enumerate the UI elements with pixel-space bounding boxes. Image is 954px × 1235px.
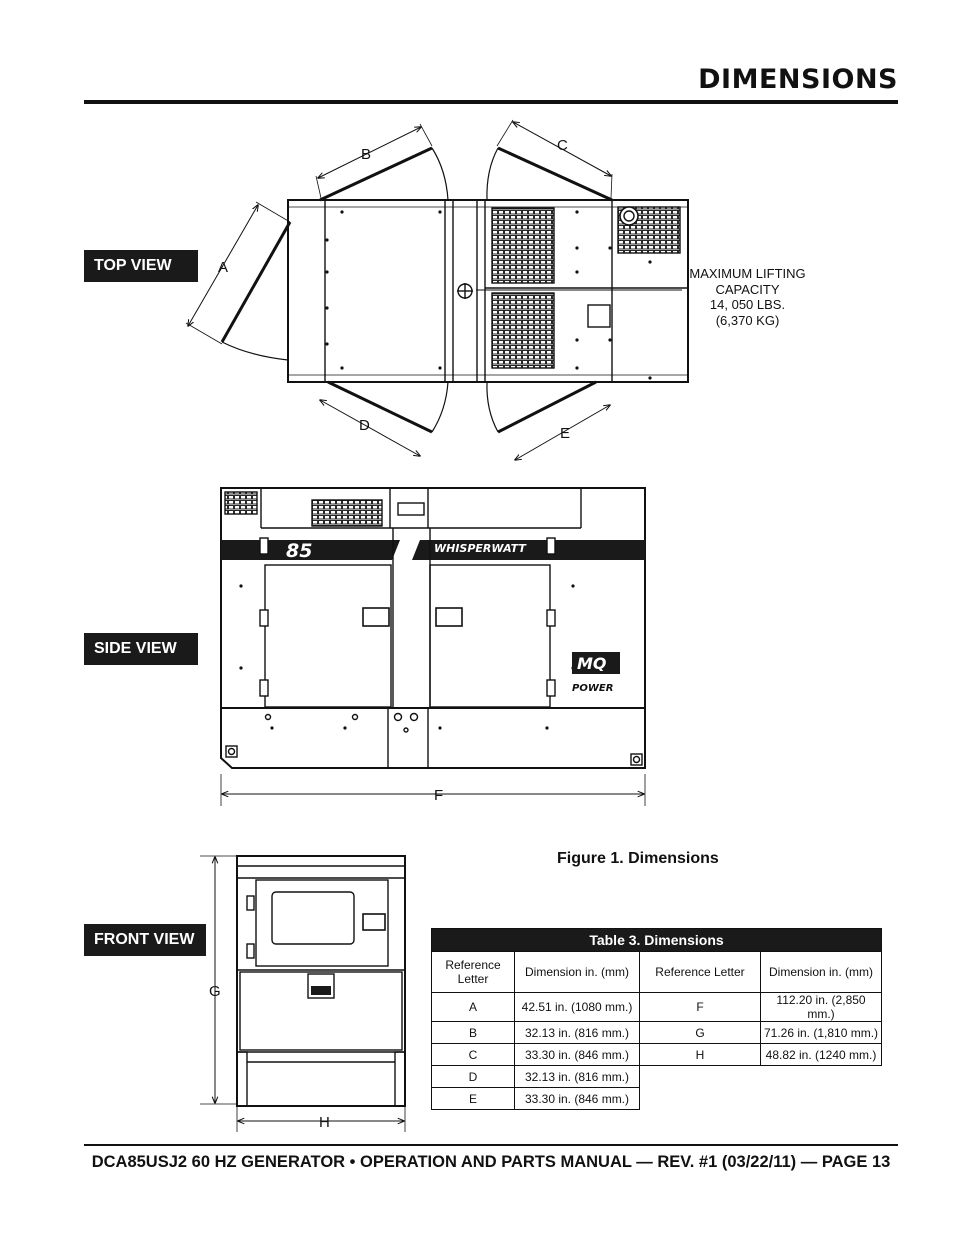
front-view-label: FRONT VIEW: [84, 924, 206, 956]
table-cell: D: [432, 1066, 515, 1088]
table-header: Reference Letter: [640, 952, 761, 993]
table-row: [432, 1044, 882, 1066]
table-cell: C: [432, 1044, 515, 1066]
table-cell: 33.30 in. (846 mm.): [515, 1044, 640, 1066]
mq-logo-sub: POWER: [572, 683, 614, 694]
table-cell: 32.13 in. (816 mm.): [515, 1022, 640, 1044]
table-cell-empty: [640, 1066, 882, 1088]
figure-caption: Figure 1. Dimensions: [557, 850, 719, 867]
table-header: Dimension in. (mm): [515, 952, 640, 993]
dim-letter-h: H: [319, 1114, 330, 1131]
dimensions-table: [431, 928, 882, 1110]
table-cell-empty: [640, 1088, 882, 1110]
dim-letter-e: E: [560, 425, 571, 442]
table-cell: 112.20 in. (2,850 mm.): [761, 993, 882, 1022]
table-row: [432, 1022, 882, 1044]
top-view-drawing: [186, 120, 688, 460]
dim-letter-d: D: [359, 417, 370, 434]
dim-letter-f: F: [434, 787, 444, 804]
table-cell: 42.51 in. (1080 mm.): [515, 993, 640, 1022]
table-cell: E: [432, 1088, 515, 1110]
table-cell: 71.26 in. (1,810 mm.): [761, 1022, 882, 1044]
table-header: Reference Letter: [432, 952, 515, 993]
product-name: WHISPERWATT: [434, 542, 526, 555]
top-view-label: TOP VIEW: [84, 250, 198, 282]
table-cell: 32.13 in. (816 mm.): [515, 1066, 640, 1088]
lifting-note-line: (6,370 KG): [715, 312, 780, 328]
table-cell: F: [640, 993, 761, 1022]
table-row: [432, 1066, 882, 1088]
page-title: DIMENSIONS: [698, 64, 898, 95]
table-cell: B: [432, 1022, 515, 1044]
lifting-note-line: MAXIMUM LIFTING: [689, 266, 806, 281]
dim-letter-c: C: [557, 137, 568, 154]
page-footer: DCA85USJ2 60 HZ GENERATOR • OPERATION AND PARTS MANUAL — REV. #1 (03/22/11) — PAGE 13: [91, 1153, 891, 1171]
dim-letter-g: G: [209, 983, 221, 1000]
front-view-drawing: [200, 856, 405, 1132]
lifting-note-line: 14, 050 LBS.: [709, 297, 786, 312]
table-cell: A: [432, 993, 515, 1022]
lifting-note-line: CAPACITY: [715, 281, 780, 297]
table-cell: 33.30 in. (846 mm.): [515, 1088, 640, 1110]
dim-letter-b: B: [361, 146, 372, 163]
table-row: [432, 993, 882, 1022]
model-number: 85: [286, 540, 313, 562]
dim-letter-a: A: [218, 259, 229, 276]
table-cell: H: [640, 1044, 761, 1066]
side-view-label: SIDE VIEW: [84, 633, 198, 665]
table-cell: G: [640, 1022, 761, 1044]
mq-logo: MQ: [577, 654, 607, 673]
footer-rule: [84, 1144, 898, 1146]
table-title: Table 3. Dimensions: [432, 929, 882, 952]
side-view-drawing: [221, 488, 645, 806]
table-row: [432, 1088, 882, 1110]
table-header: Dimension in. (mm): [761, 952, 882, 993]
table-cell: 48.82 in. (1240 mm.): [761, 1044, 882, 1066]
lifting-capacity-note: [680, 266, 815, 328]
